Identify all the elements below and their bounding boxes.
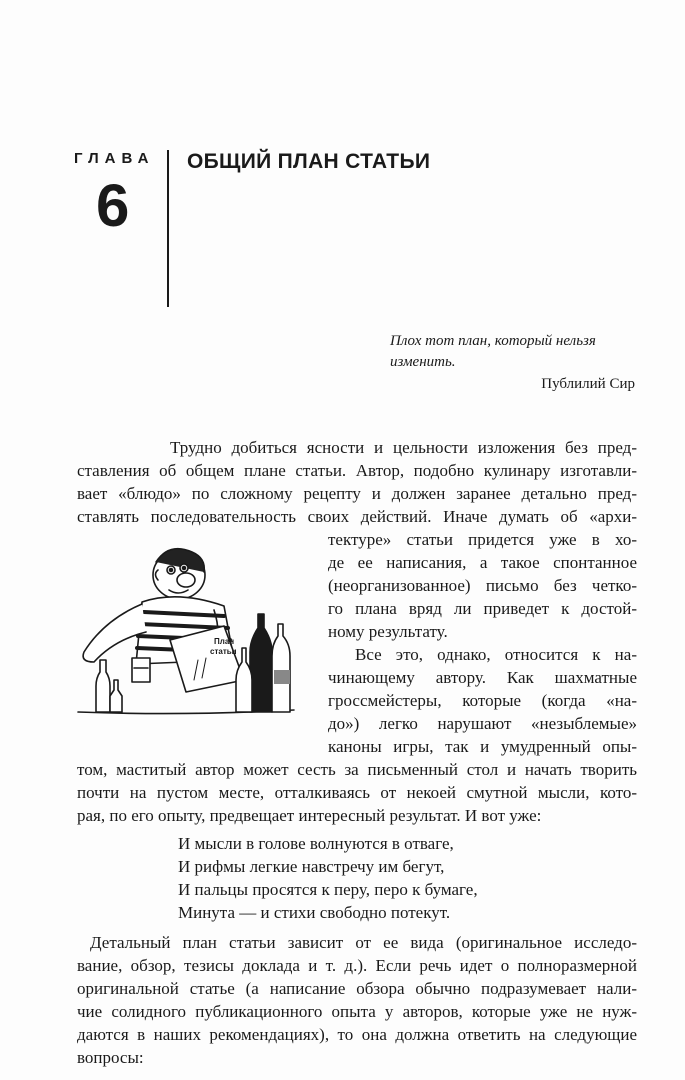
text-line: Трудно добиться ясности и цельности изложения без пред-	[170, 438, 637, 457]
text-line: оригинальной статье (а написание обзора обычно подразумевает нали-	[77, 979, 637, 998]
text-line: до») легко нарушают «незыблемые»	[328, 714, 637, 733]
text-line: ному результату.	[328, 622, 448, 641]
poem-line: Минута — и стихи свободно потекут.	[178, 903, 451, 922]
chapter-title: ОБЩИЙ ПЛАН СТАТЬИ	[187, 150, 431, 173]
text-line: Детальный план статьи зависит от ее вида (оригинальное исследо-	[90, 933, 637, 952]
cartoon-man-reading-illustration	[74, 540, 296, 720]
chapter-divider	[167, 150, 169, 307]
text-line: том, маститый автор может сесть за письменный стол и начать творить	[77, 760, 637, 779]
poem-line: И мысли в голове волнуются в отваге,	[178, 834, 454, 853]
text-line: почти на пустом месте, отталкиваясь от некоей смутной мысли, кото-	[77, 783, 637, 802]
illustration-sign-line: статьи	[210, 647, 237, 656]
text-line: вает «блюдо» по сложному рецепту и должен заранее детально пред-	[77, 484, 637, 503]
text-line: каноны игры, так и умудренный опы-	[328, 737, 637, 756]
text-line: го плана вряд ли приведет к достой-	[328, 599, 637, 618]
epigraph-line: изменить.	[390, 354, 456, 370]
epigraph-author: Публилий Сир	[541, 376, 635, 392]
text-line: ставлять последовательность своих действий. Иначе думать об «архи-	[77, 507, 637, 526]
text-line: Все это, однако, относится к на-	[355, 645, 637, 664]
poem-line: И рифмы легкие навстречу им бегут,	[178, 857, 445, 876]
illustration-sign-line: План	[214, 637, 235, 646]
text-line: даются в наших рекомендациях), то она должна ответить на следующие	[77, 1025, 637, 1044]
text-line: чие солидного публикационного опыта у авторов, которые уже не нуж-	[77, 1002, 637, 1021]
epigraph-line: Плох тот план, который нельзя	[390, 333, 596, 349]
text-line: (неорганизованное) письмо без четко-	[328, 576, 637, 595]
text-line: ставления об общем плане статьи. Автор, подобно кулинару изготавли-	[77, 461, 637, 480]
epigraph	[390, 331, 640, 373]
text-line: вание, обзор, тезисы доклада и т. д.). Если речь идет о полноразмерной	[77, 956, 637, 975]
text-line: де ее написания, а такое спонтанное	[328, 553, 637, 572]
text-line: тектуре» статьи придется уже в хо-	[328, 530, 637, 549]
text-line: чинающему автору. Как шахматные	[328, 668, 637, 687]
poem-line: И пальцы просятся к перу, перо к бумаге,	[178, 880, 478, 899]
chapter-label: ГЛАВА	[74, 150, 155, 167]
text-line: вопросы:	[77, 1048, 144, 1067]
text-line: гроссмейстеры, которые (когда «на-	[328, 691, 637, 710]
text-line: рая, по его опыту, предвещает интересный результат. И вот уже:	[77, 806, 542, 825]
chapter-number: 6	[96, 172, 130, 239]
